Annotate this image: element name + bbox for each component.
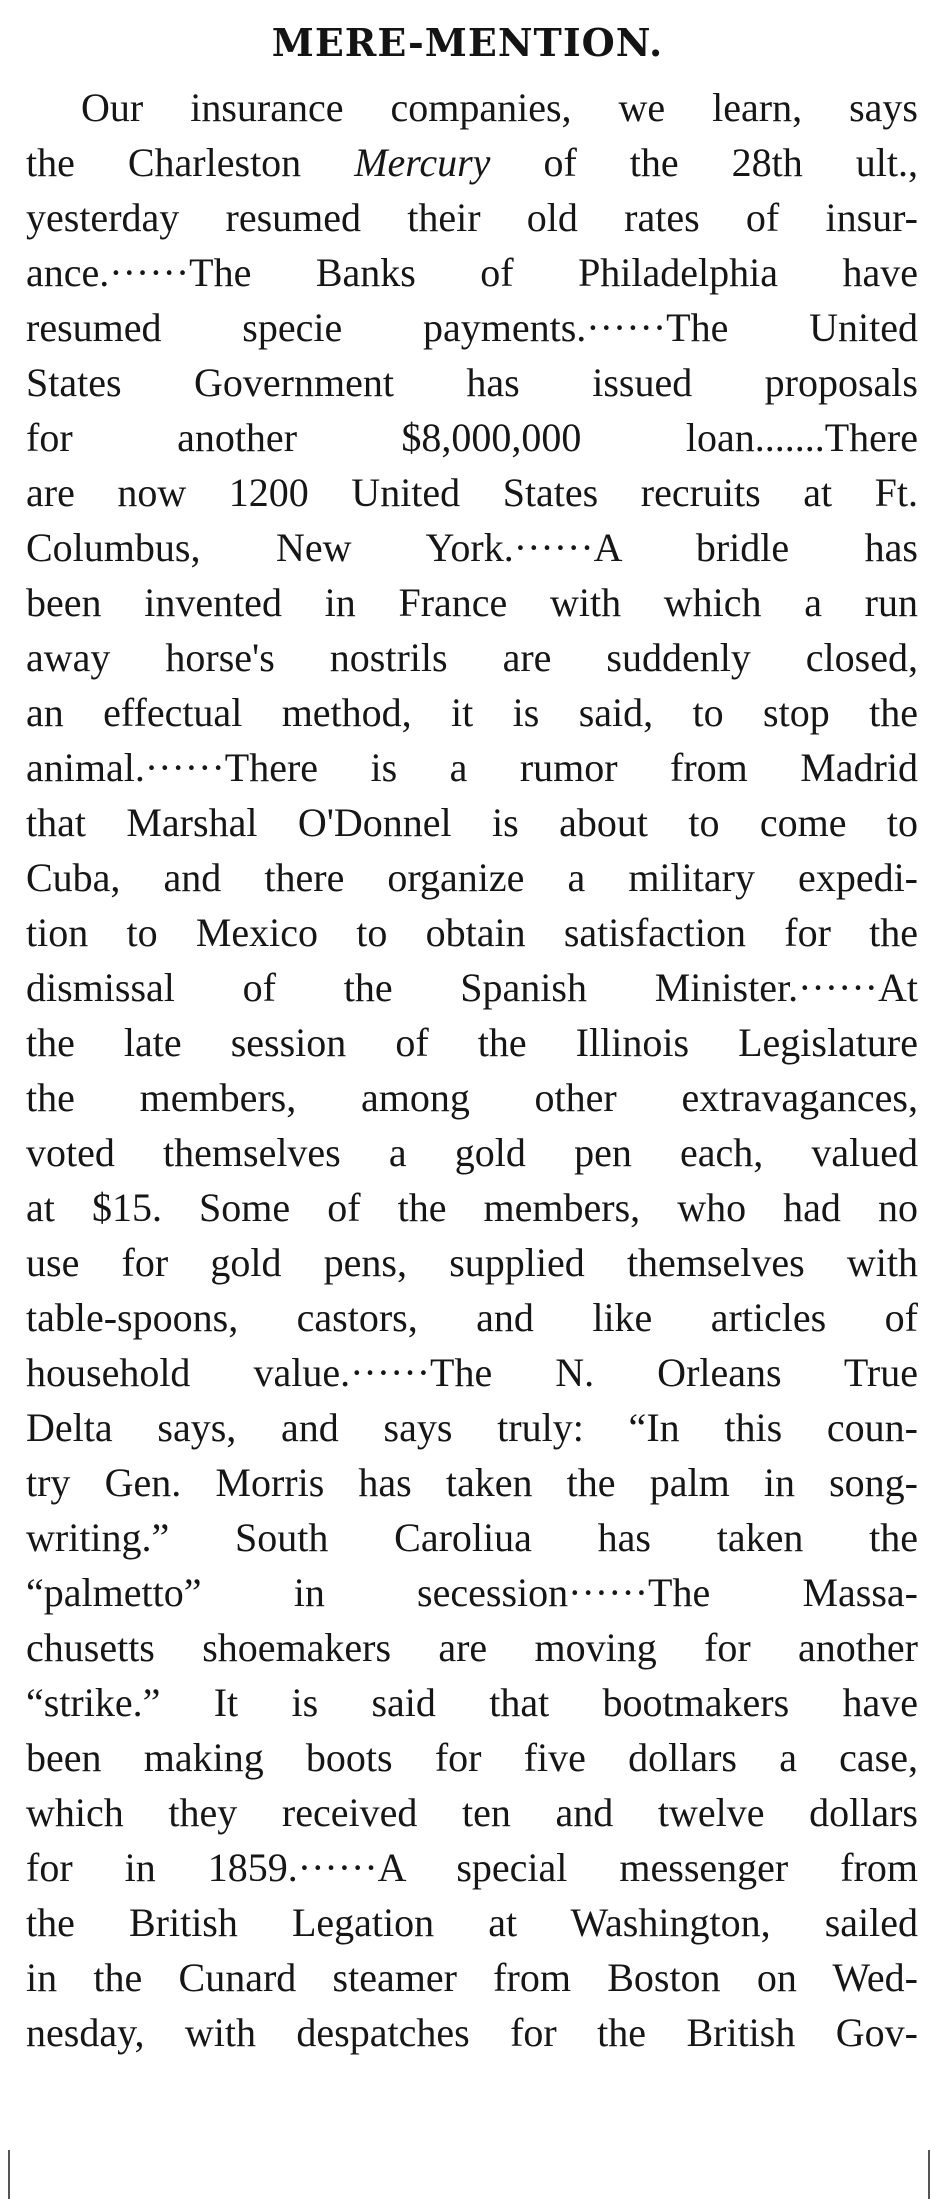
article-line: the members, among other extravagances, xyxy=(26,1075,918,1120)
article-line: in the Cunard steamer from Boston on Wed- xyxy=(26,1955,918,2000)
article-line: Columbus, New York.······A bridle has xyxy=(26,525,918,570)
article-line: been making boots for five dollars a case, xyxy=(26,1735,918,1780)
italic-newspaper-name: Mercury xyxy=(354,140,491,185)
article-line: table-spoons, castors, and like articles of xyxy=(26,1295,918,1340)
article-line: “palmetto” in secession······The Massa- xyxy=(26,1570,918,1615)
article-line: ance.······The Banks of Philadelphia have xyxy=(26,250,918,295)
article-line: Delta says, and says truly: “In this coun- xyxy=(26,1405,918,1450)
article-line: yesterday resumed their old rates of insur- xyxy=(26,195,918,240)
column-rule-right xyxy=(928,2150,930,2199)
article-body xyxy=(26,80,918,2060)
article-line: for in 1859.······A special messenger from xyxy=(26,1845,918,1890)
column-rule-left xyxy=(8,2150,10,2199)
article-line: “strike.” It is said that bootmakers have xyxy=(26,1680,918,1725)
article-line: chusetts shoemakers are moving for another xyxy=(26,1625,918,1670)
article-line: the Charleston Mercury of the 28th ult., xyxy=(26,140,919,185)
article-line: the British Legation at Washington, sailed xyxy=(26,1900,918,1945)
article-line: States Government has issued proposals xyxy=(26,360,918,405)
article-line: tion to Mexico to obtain satisfaction for the xyxy=(26,910,918,955)
article-title: MERE-MENTION. xyxy=(271,20,664,65)
article-line: animal.······There is a rumor from Madrid xyxy=(26,745,918,790)
article-line: try Gen. Morris has taken the palm in song- xyxy=(26,1460,918,1505)
article-line: at $15. Some of the members, who had no xyxy=(26,1185,918,1230)
article-line: for another $8,000,000 loan.......There xyxy=(26,415,918,460)
article-line: use for gold pens, supplied themselves with xyxy=(26,1240,918,1285)
article-line: the late session of the Illinois Legislature xyxy=(26,1020,918,1065)
article-line: which they received ten and twelve dollars xyxy=(26,1790,918,1835)
article-line: Our insurance companies, we learn, says xyxy=(81,85,918,130)
article-line: Cuba, and there organize a military expedi- xyxy=(26,855,918,900)
article-line: that Marshal O'Donnel is about to come to xyxy=(26,800,918,845)
article-line: away horse's nostrils are suddenly closed, xyxy=(26,635,918,680)
article-line: an effectual method, it is said, to stop the xyxy=(26,690,918,735)
article-line: resumed specie payments.······The United xyxy=(26,305,918,350)
article-line: are now 1200 United States recruits at Ft. xyxy=(26,470,918,515)
article-line: nesday, with despatches for the British Gov- xyxy=(26,2010,918,2055)
article-line: household value.······The N. Orleans True xyxy=(26,1350,918,1395)
article-line: been invented in France with which a run xyxy=(26,580,918,625)
article-line: voted themselves a gold pen each, valued xyxy=(26,1130,918,1175)
article-line: dismissal of the Spanish Minister.······At xyxy=(26,965,918,1010)
article-line: writing.” South Caroliua has taken the xyxy=(26,1515,918,1560)
